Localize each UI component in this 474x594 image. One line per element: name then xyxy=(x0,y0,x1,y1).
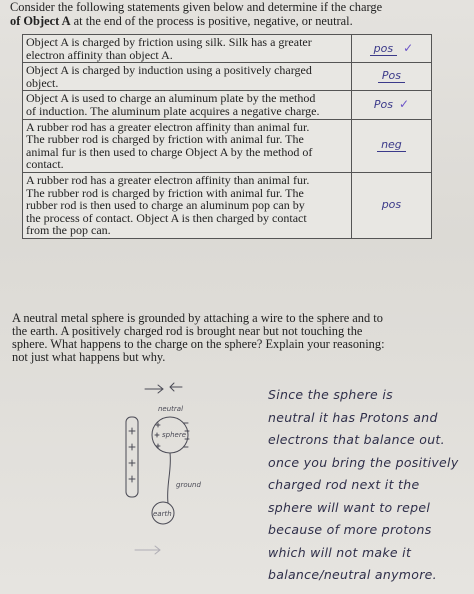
statement-line: contact. xyxy=(26,157,64,172)
handwritten-line: neutral it has Protons and xyxy=(268,409,438,425)
answer-text: neg xyxy=(377,138,406,152)
table-row xyxy=(23,35,432,63)
label-ground: ground xyxy=(176,481,201,489)
answer-text: Pos xyxy=(373,98,393,112)
handwritten-line: once you bring the positively xyxy=(268,454,459,470)
question-line: A neutral metal sphere is grounded by attaching a wire to the sphere and to xyxy=(12,311,383,325)
statement-line: The rubber rod is charged by friction with animal fur. The xyxy=(26,132,304,147)
question-line: not just what happens but why. xyxy=(12,350,166,364)
handwritten-line: sphere will want to repel xyxy=(268,499,431,515)
table-row xyxy=(23,172,432,238)
answer-cell[interactable] xyxy=(351,91,431,119)
statement-cell xyxy=(23,172,352,238)
answer-cell[interactable] xyxy=(351,35,431,63)
instructions-bold: of Object A xyxy=(10,14,71,28)
statement-line: object. xyxy=(26,75,59,90)
statement-line: A rubber rod has a greater electron affinity than animal fur. xyxy=(26,172,310,187)
instructions-line-1: Consider the following statements given below and determine if the charge xyxy=(10,0,383,14)
arrow-left-icon xyxy=(170,383,182,391)
answer-cell[interactable] xyxy=(351,119,431,172)
check-mark-icon: ✓ xyxy=(403,40,414,55)
label-neutral: neutral xyxy=(158,405,184,413)
statement-line: Object A is used to charge an aluminum plate by the method xyxy=(26,91,316,106)
statement-line: rubber rod is then used to charge an aluminum pop can by xyxy=(26,198,305,213)
statement-cell xyxy=(23,119,352,172)
question-line: sphere. What happens to the charge on the sphere? Explain your reasoning: xyxy=(12,337,385,351)
handwritten-line: electrons that balance out. xyxy=(268,432,445,447)
table-row xyxy=(23,119,432,172)
check-mark-icon: ✓ xyxy=(398,97,410,112)
table-row xyxy=(23,91,432,119)
question-prompt xyxy=(12,312,432,364)
instructions xyxy=(10,0,470,28)
answer-cell[interactable] xyxy=(351,63,431,91)
question-line: the earth. A positively charged rod is brought near but not touching the xyxy=(12,324,363,338)
statement-line: Object A is charged by induction using a positively charged xyxy=(26,63,312,78)
answer-text: Pos xyxy=(378,69,405,83)
handwritten-answer xyxy=(268,384,474,587)
grounded-sphere-sketch xyxy=(100,375,240,575)
statement-cell xyxy=(23,35,352,63)
handwritten-line: Since the sphere is xyxy=(268,387,393,402)
handwritten-line: balance/neutral anymore. xyxy=(268,567,437,582)
statements-table xyxy=(22,34,432,239)
statement-line: Object A is charged by friction using silk. Silk has a greater xyxy=(26,35,312,49)
statement-line: of induction. The aluminum plate acquires a negative charge. xyxy=(26,103,320,118)
answer-text: pos xyxy=(370,42,397,56)
instructions-line-2: at the end of the process is positive, negative, or neutral. xyxy=(70,14,353,28)
label-earth: earth xyxy=(153,510,172,518)
statement-line: electron affinity than object A. xyxy=(26,47,173,62)
handwritten-line: which will not make it xyxy=(268,544,412,560)
ground-wire xyxy=(168,453,171,503)
statement-cell xyxy=(23,63,352,91)
table-row xyxy=(23,63,432,91)
answer-cell[interactable] xyxy=(351,172,431,238)
statement-line: animal fur is then used to charge Object A by the method of xyxy=(26,144,313,159)
statement-line: A rubber rod has a greater electron affinity than animal fur. xyxy=(26,119,310,134)
statement-cell xyxy=(23,91,352,119)
statement-line: from the pop can. xyxy=(26,223,111,238)
statement-line: The rubber rod is charged by friction with animal fur. The xyxy=(26,185,304,200)
handwritten-line: because of more protons xyxy=(268,522,432,537)
handwritten-line: charged rod next it the xyxy=(268,477,420,492)
statement-line: the process of contact. Object A is then charged by contact xyxy=(26,210,307,225)
answer-text: pos xyxy=(381,198,402,212)
label-sphere: sphere xyxy=(162,431,187,439)
